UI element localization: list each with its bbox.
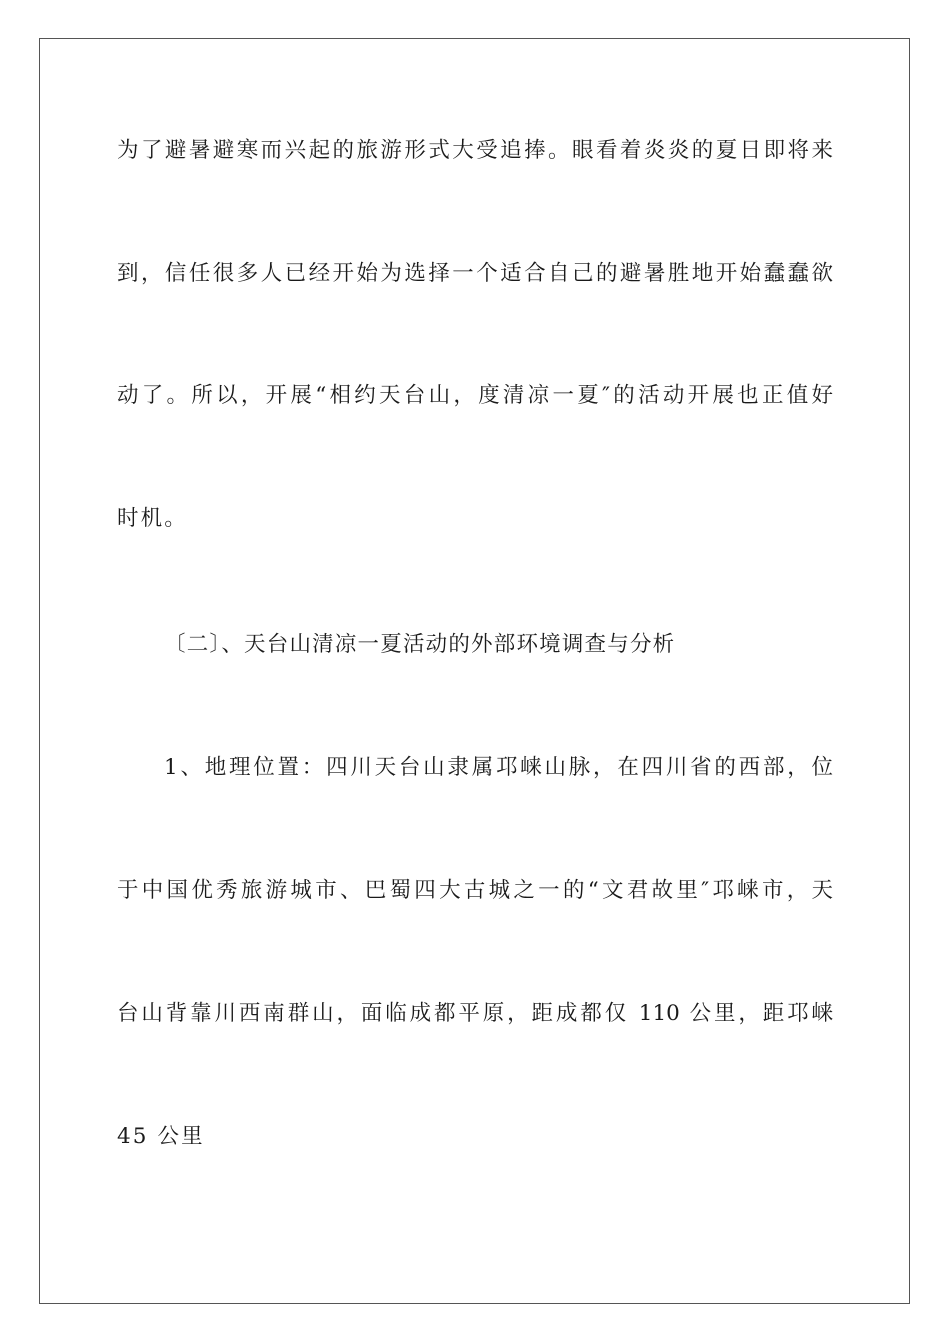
paragraph-line: 台山背靠川西南群山，面临成都平原，距成都仅 110 公里，距邛崃 xyxy=(117,1001,833,1026)
section-heading: 〔二〕、天台山清凉一夏活动的外部环境调查与分析 xyxy=(164,632,676,657)
paragraph-line: 于中国优秀旅游城市、巴蜀四大古城之一的“文君故里″邛崃市，天 xyxy=(117,878,833,903)
page-border xyxy=(39,38,910,1304)
paragraph-line: 为了避暑避寒而兴起的旅游形式大受追捧。眼看着炎炎的夏日即将来 xyxy=(117,138,833,163)
paragraph-line: 时机。 xyxy=(117,506,188,531)
paragraph-line: 1、地理位置：四川天台山隶属邛崃山脉，在四川省的西部，位 xyxy=(164,755,833,780)
paragraph-line: 到，信任很多人已经开始为选择一个适合自己的避暑胜地开始蠢蠢欲 xyxy=(117,261,833,286)
paragraph-line: 动了。所以，开展“相约天台山，度清凉一夏″的活动开展也正值好 xyxy=(117,383,833,408)
paragraph-line: 45 公里 xyxy=(117,1124,205,1149)
